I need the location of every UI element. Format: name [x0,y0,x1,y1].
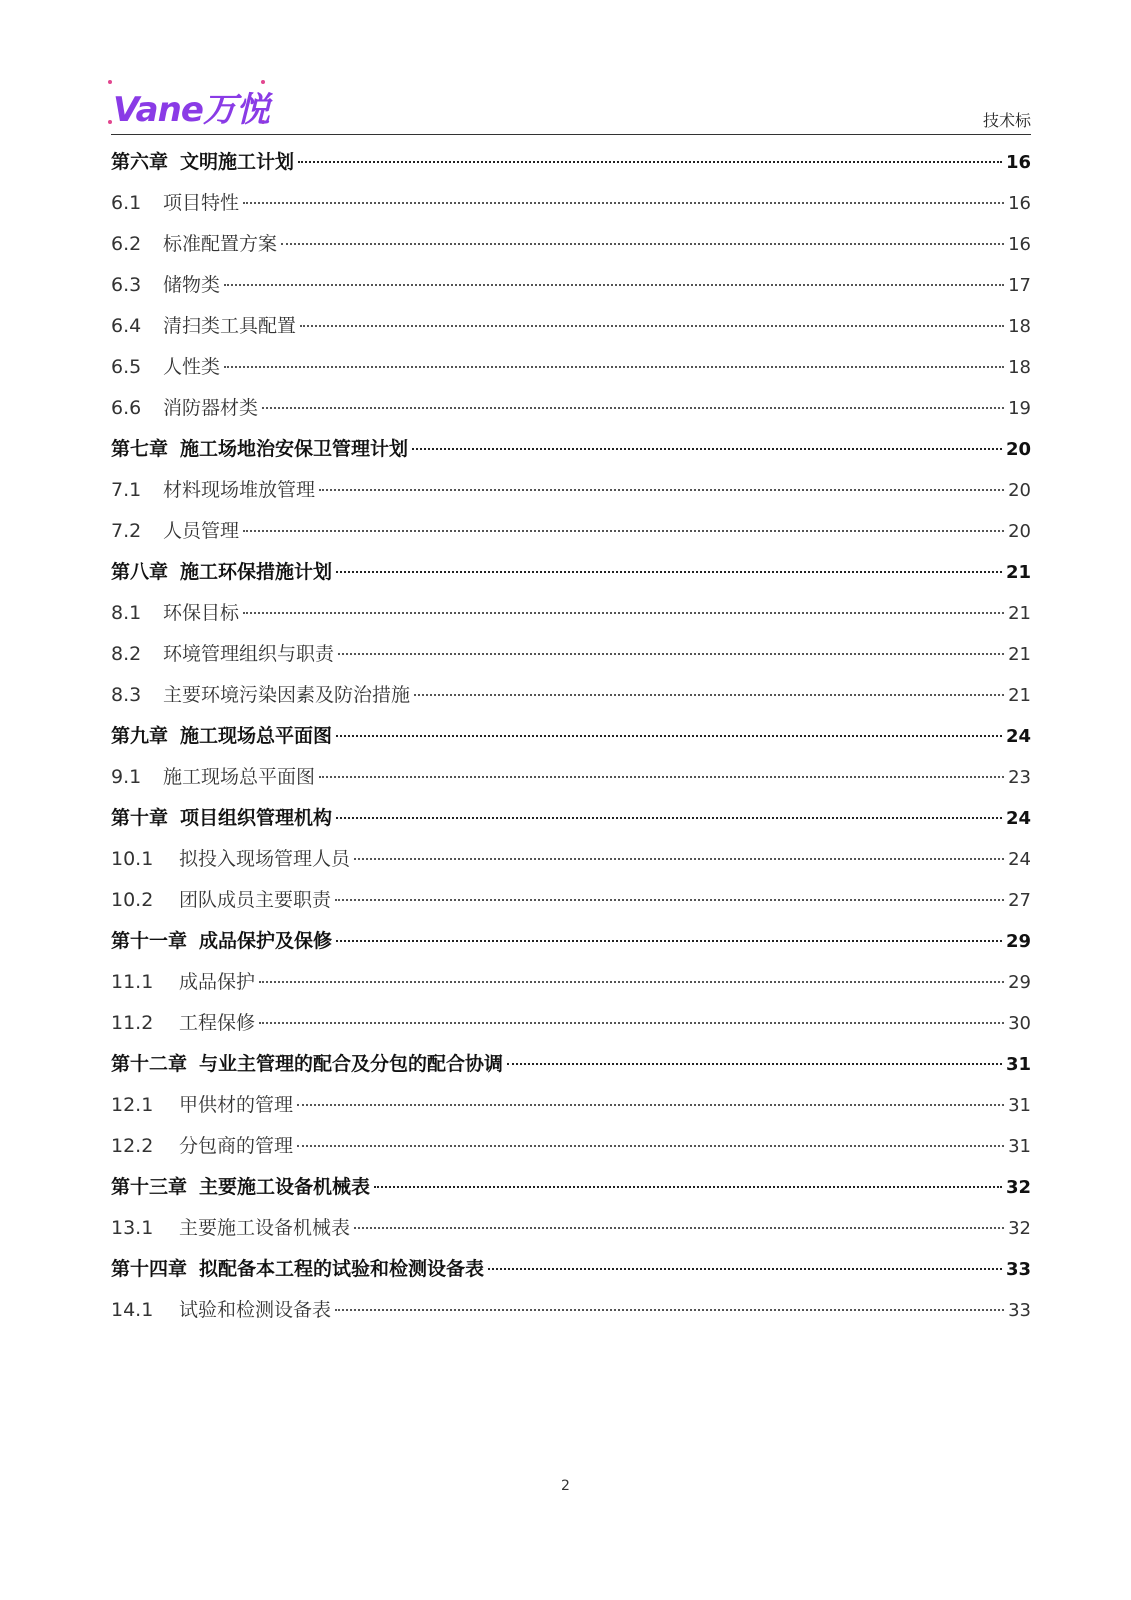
toc-entry-number: 11.1 [111,971,154,993]
toc-section-entry[interactable] [111,228,1031,269]
toc-entry-title: 团队成员主要职责 [179,889,332,911]
toc-entry-number: 6.1 [111,192,142,214]
toc-section-entry[interactable] [111,1130,1031,1171]
toc-dot-leader [335,899,1004,901]
toc-section-entry[interactable] [111,392,1031,433]
toc-entry-title: 成品保护 [179,971,256,993]
toc-dot-leader [338,653,1004,655]
toc-entry-number: 第八章 [111,561,169,583]
toc-dot-leader [298,161,1002,163]
toc-entry-number: 第七章 [111,438,169,460]
toc-section-entry[interactable] [111,966,1031,1007]
toc-entry-number: 6.2 [111,233,142,255]
toc-entry-number: 8.2 [111,643,142,665]
toc-entry-page: 20 [1008,480,1031,501]
toc-chapter-entry[interactable] [111,720,1031,761]
toc-entry-page: 33 [1005,1259,1031,1280]
toc-entry-page: 31 [1005,1054,1031,1075]
toc-entry-number: 6.5 [111,356,142,378]
toc-entry-title: 施工现场总平面图 [163,766,316,788]
toc-entry-title: 项目特性 [163,192,240,214]
toc-dot-leader [224,284,1004,286]
toc-section-entry[interactable] [111,351,1031,392]
toc-dot-leader [281,243,1004,245]
toc-entry-title: 工程保修 [179,1012,256,1034]
toc-entry-title: 与业主管理的配合及分包的配合协调 [199,1053,504,1075]
toc-entry-title: 拟配备本工程的试验和检测设备表 [199,1258,485,1280]
toc-entry-title: 主要施工设备机械表 [179,1217,351,1239]
toc-entry-number: 11.2 [111,1012,154,1034]
toc-entry-page: 16 [1008,234,1031,255]
toc-entry-number: 6.3 [111,274,142,296]
toc-entry-title: 文明施工计划 [180,151,295,173]
toc-section-entry[interactable] [111,884,1031,925]
toc-dot-leader [354,1227,1004,1229]
toc-entry-title: 环保目标 [163,602,240,624]
toc-dot-leader [414,694,1004,696]
toc-entry-page: 21 [1008,685,1031,706]
toc-section-entry[interactable] [111,310,1031,351]
toc-entry-page: 18 [1008,316,1031,337]
toc-section-entry[interactable] [111,638,1031,679]
toc-entry-page: 31 [1008,1095,1031,1116]
toc-entry-number: 6.4 [111,315,142,337]
toc-entry-page: 21 [1005,562,1031,583]
toc-entry-title: 人性类 [163,356,221,378]
toc-entry-title: 成品保护及保修 [199,930,333,952]
toc-dot-leader [336,735,1002,737]
table-of-contents [111,146,1031,1335]
toc-entry-page: 20 [1005,439,1031,460]
toc-chapter-entry[interactable] [111,1048,1031,1089]
toc-entry-page: 32 [1008,1218,1031,1239]
toc-entry-title: 清扫类工具配置 [163,315,297,337]
toc-section-entry[interactable] [111,1212,1031,1253]
toc-entry-number: 8.3 [111,684,142,706]
toc-entry-title: 试验和检测设备表 [179,1299,332,1321]
toc-section-entry[interactable] [111,843,1031,884]
toc-entry-number: 13.1 [111,1217,154,1239]
toc-entry-page: 23 [1008,767,1031,788]
toc-section-entry[interactable] [111,515,1031,556]
toc-entry-page: 20 [1008,521,1031,542]
toc-entry-number: 12.2 [111,1135,154,1157]
toc-entry-title: 储物类 [163,274,221,296]
toc-entry-number: 第十二章 [111,1053,188,1075]
toc-entry-number: 7.1 [111,479,142,501]
toc-entry-number: 6.6 [111,397,142,419]
toc-section-entry[interactable] [111,474,1031,515]
toc-entry-page: 17 [1008,275,1031,296]
toc-chapter-entry[interactable] [111,1253,1031,1294]
toc-entry-number: 第十一章 [111,930,188,952]
toc-entry-page: 33 [1008,1300,1031,1321]
toc-dot-leader [297,1145,1004,1147]
toc-entry-title: 材料现场堆放管理 [163,479,316,501]
toc-entry-page: 21 [1008,603,1031,624]
toc-dot-leader [243,530,1004,532]
toc-dot-leader [488,1268,1002,1270]
toc-section-entry[interactable] [111,597,1031,638]
toc-section-entry[interactable] [111,187,1031,228]
toc-entry-title: 分包商的管理 [179,1135,294,1157]
toc-dot-leader [224,366,1004,368]
toc-entry-page: 29 [1008,972,1031,993]
toc-dot-leader [374,1186,1002,1188]
toc-section-entry[interactable] [111,269,1031,310]
toc-entry-number: 8.1 [111,602,142,624]
toc-entry-title: 人员管理 [163,520,240,542]
toc-entry-page: 19 [1008,398,1031,419]
toc-dot-leader [354,858,1004,860]
toc-dot-leader [297,1104,1004,1106]
toc-entry-page: 16 [1005,152,1031,173]
toc-entry-number: 12.1 [111,1094,154,1116]
toc-entry-title: 施工场地治安保卫管理计划 [180,438,409,460]
toc-entry-title: 环境管理组织与职责 [163,643,335,665]
toc-entry-title: 主要环境污染因素及防治措施 [163,684,411,706]
toc-entry-page: 24 [1008,849,1031,870]
toc-entry-page: 24 [1005,808,1031,829]
toc-chapter-entry[interactable] [111,802,1031,843]
toc-dot-leader [243,202,1004,204]
toc-entry-number: 第十三章 [111,1176,188,1198]
toc-entry-number: 第十四章 [111,1258,188,1280]
toc-chapter-entry[interactable] [111,146,1031,187]
toc-chapter-entry[interactable] [111,433,1031,474]
toc-entry-number: 9.1 [111,766,142,788]
page-number: 2 [561,1478,570,1494]
toc-dot-leader [259,981,1004,983]
toc-dot-leader [259,1022,1004,1024]
toc-entry-number: 7.2 [111,520,142,542]
toc-entry-page: 24 [1005,726,1031,747]
toc-entry-number: 第十章 [111,807,169,829]
toc-entry-title: 标准配置方案 [163,233,278,255]
toc-dot-leader [412,448,1002,450]
toc-entry-page: 21 [1008,644,1031,665]
toc-dot-leader [319,776,1004,778]
toc-section-entry[interactable] [111,1007,1031,1048]
toc-dot-leader [336,817,1002,819]
page-header [111,78,1031,136]
toc-dot-leader [243,612,1004,614]
toc-entry-page: 31 [1008,1136,1031,1157]
toc-section-entry[interactable] [111,679,1031,720]
toc-dot-leader [507,1063,1002,1065]
toc-entry-page: 16 [1008,193,1031,214]
toc-entry-title: 项目组织管理机构 [180,807,333,829]
toc-entry-number: 10.1 [111,848,154,870]
logo-dot [108,80,112,84]
toc-dot-leader [300,325,1004,327]
logo-dot [108,120,112,124]
toc-dot-leader [336,940,1002,942]
header-rule [111,134,1031,135]
toc-entry-number: 10.2 [111,889,154,911]
toc-entry-title: 甲供材的管理 [179,1094,294,1116]
toc-dot-leader [319,489,1004,491]
toc-entry-title: 拟投入现场管理人员 [179,848,351,870]
toc-entry-title: 施工环保措施计划 [180,561,333,583]
toc-entry-title: 消防器材类 [163,397,259,419]
toc-entry-title: 主要施工设备机械表 [199,1176,371,1198]
toc-entry-page: 29 [1005,931,1031,952]
toc-entry-number: 14.1 [111,1299,154,1321]
toc-section-entry[interactable] [111,1089,1031,1130]
logo-text: Vane万悦 [113,90,269,130]
toc-entry-page: 32 [1005,1177,1031,1198]
toc-entry-page: 27 [1008,890,1031,911]
toc-section-entry[interactable] [111,761,1031,802]
toc-dot-leader [336,571,1002,573]
toc-dot-leader [335,1309,1004,1311]
toc-chapter-entry[interactable] [111,1171,1031,1212]
toc-entry-page: 18 [1008,357,1031,378]
toc-section-entry[interactable] [111,1294,1031,1335]
toc-entry-title: 施工现场总平面图 [180,725,333,747]
toc-entry-page: 30 [1008,1013,1031,1034]
toc-entry-number: 第六章 [111,151,169,173]
toc-chapter-entry[interactable] [111,556,1031,597]
document-label: 技术标 [982,111,1031,130]
toc-dot-leader [262,407,1004,409]
toc-entry-number: 第九章 [111,725,169,747]
toc-chapter-entry[interactable] [111,925,1031,966]
